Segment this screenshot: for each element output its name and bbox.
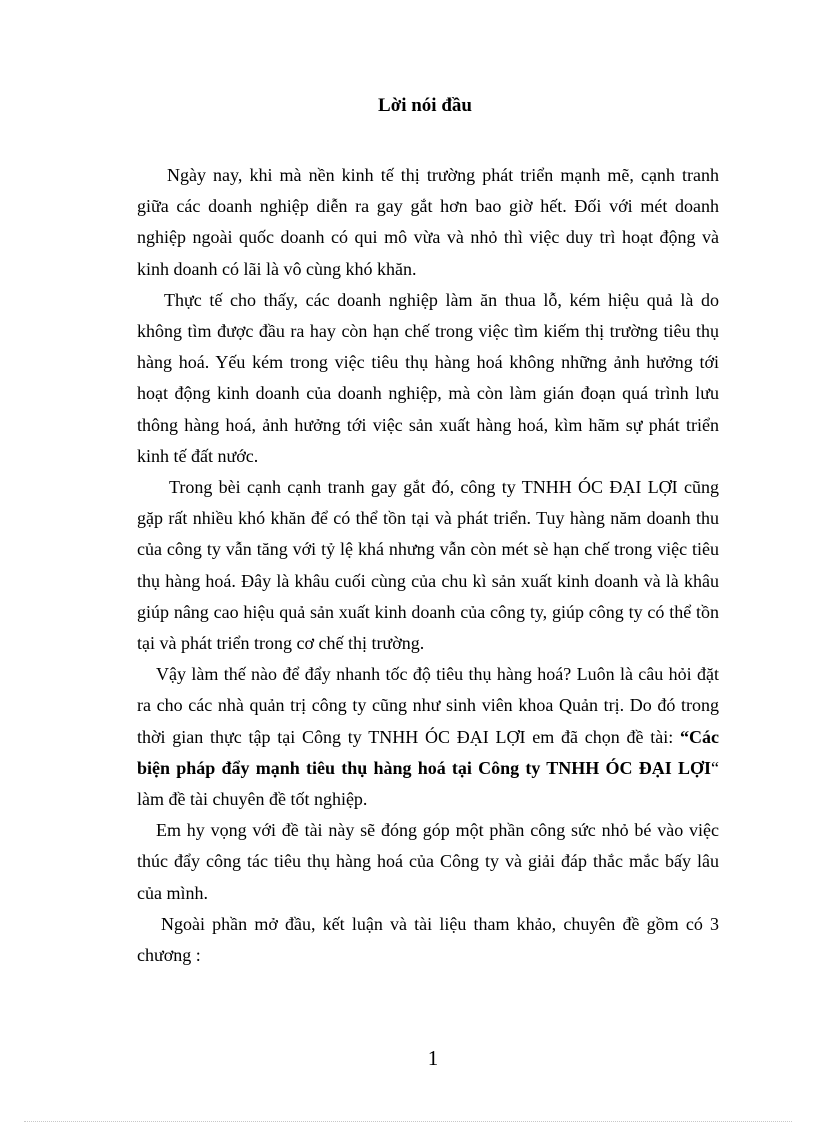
page-bottom-border <box>24 1121 792 1122</box>
paragraph-company-context: Trong bèi cạnh cạnh tranh gay gắt đó, công ty TNHH ÓC ĐẠI LỢI cũng gặp rất nhiều khó khăn để có thể tồn tại và phát triển. Tuy hàng năm doanh thu của công ty vẫn tăng với tỷ lệ khá nhưng vẫn còn mét sè hạn chế trong việc tiêu thụ hàng hoá. Đây là khâu cuối cùng của chu kì sản xuất kinh doanh và là khâu giúp nâng cao hiệu quả sản xuất kinh doanh của công ty, giúp công ty có thể tồn tại và phát triển trong cơ chế thị trường. <box>137 477 719 654</box>
paragraph-topic-selection <box>137 659 719 815</box>
paragraph-reality: Thực tế cho thấy, các doanh nghiệp làm ăn thua lỗ, kém hiệu quả là do không tìm được đầu ra hay còn hạn chế trong việc tìm kiếm thị trường tiêu thụ hàng hoá. Yếu kém trong việc tiêu thụ hàng hoá không những ảnh hưởng tới hoạt động kinh doanh của doanh nghiệp, mà còn làm gián đoạn quá trình lưu thông hàng hoá, ảnh hưởng tới việc sản xuất hàng hoá, kìm hãm sự phát triển kinh tế đất nước. <box>137 289 719 466</box>
topic-end-text: “ làm đề tài chuyên đề tốt nghiệp. <box>137 757 719 810</box>
page-number: 1 <box>427 1046 439 1070</box>
paragraph-intro: Ngày nay, khi mà nền kinh tế thị trường phát triển mạnh mẽ, cạnh tranh giữa các doanh nghiệp diễn ra gay gắt hơn bao giờ hết. Đối với mét doanh nghiệp ngoài quốc doanh có qui mô vừa và nhỏ thì việc duy trì hoạt động và kinh doanh có lãi là vô cùng khó khăn. <box>137 165 719 279</box>
paragraph-structure: Ngoài phần mở đầu, kết luận và tài liệu tham khảo, chuyên đề gồm có 3 chương : <box>137 913 719 966</box>
topic-title: “Các biện pháp đẩy mạnh tiêu thụ hàng hoá tại Công ty TNHH ÓC ĐẠI LỢI <box>137 726 719 778</box>
page-title: Lời nói đầu <box>378 95 472 116</box>
body-text <box>137 160 719 971</box>
topic-intro-text: Vậy làm thế nào để đẩy nhanh tốc độ tiêu thụ hàng hoá? Luôn là câu hỏi đặt ra cho các nhà quản trị công ty cũng như sinh viên khoa Quản trị. Do đó trong thời gian thực tập tại Công ty TNHH ÓC ĐẠI LỢI em đã chọn đề tài: <box>137 664 719 747</box>
paragraph-hope: Em hy vọng với đề tài này sẽ đóng góp một phần công sức nhỏ bé vào việc thúc đẩy công tác tiêu thụ hàng hoá của Công ty và giải đáp thắc mắc bấy lâu của mình. <box>137 820 719 903</box>
